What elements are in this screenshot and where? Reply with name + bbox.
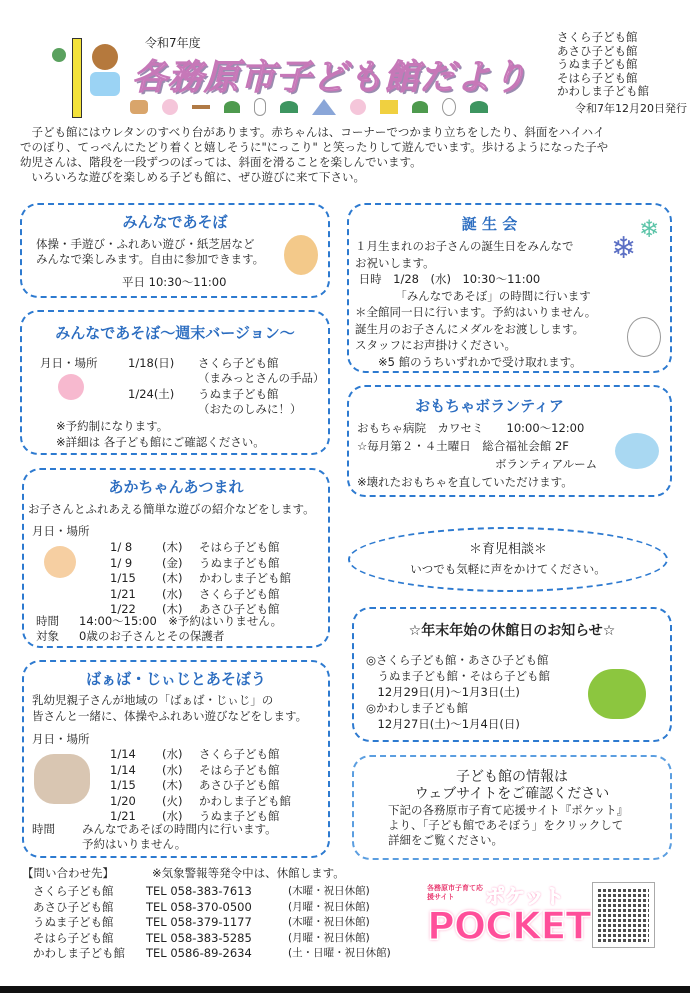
- qr-code[interactable]: [592, 882, 655, 948]
- pocket-sub-label: 各務原市子育て応援サイト: [427, 884, 483, 901]
- header-year: 令和7年度: [145, 36, 201, 50]
- event-date: 1/ 8: [110, 540, 133, 554]
- elephant-nurse-illustration: [615, 433, 659, 469]
- event-date: 1/22: [110, 602, 136, 616]
- event-day: (火): [162, 793, 183, 808]
- event-date: 1/15: [110, 571, 136, 585]
- bear-child-illustration: [284, 235, 318, 275]
- section-text: ＊全館同一日に行います。予約はいりません。: [355, 305, 597, 319]
- center-name: さくら子ども館: [557, 30, 638, 44]
- schedule-time: 平日 10:30～11:00: [122, 275, 227, 289]
- snowflake-icon: ❄: [611, 231, 637, 266]
- event-day: (木): [162, 540, 183, 554]
- time-value: 14:00～15:00 ※予約はいりません。: [79, 614, 283, 628]
- event-place: さくら子ども館: [198, 356, 279, 370]
- contact-closed-days: (月曜・祝日休館): [288, 900, 370, 913]
- newsletter-title: 各務原市子ども館だより: [132, 58, 529, 98]
- event-date: 1/18(日): [128, 356, 175, 370]
- event-place: あさひ子ども館: [199, 602, 280, 616]
- event-day: (木): [162, 602, 183, 616]
- rabbit-mouse-illustration: [58, 374, 84, 400]
- contact-center-name: あさひ子ども館: [33, 899, 114, 914]
- section-text: ※5 館のうちいずれかで受け取れます。: [355, 354, 582, 369]
- event-date: 1/20: [110, 793, 136, 808]
- snowman-cake-illustration: [627, 317, 661, 357]
- baby-illustration: [44, 546, 76, 578]
- intro-line: 幼児さんは、階段を一段ずつのぼっては、斜面を滑ることを楽しんでいます。: [20, 155, 422, 169]
- intro-line: 子ども館にはウレタンのすべり台があります。赤ちゃんは、コーナーでつかまり立ちをしたり、斜面をハイハイ: [20, 125, 605, 139]
- center-name: うぬま子ども館: [557, 57, 638, 71]
- event-note: （まみっとさんの手品）: [198, 371, 325, 385]
- event-place: さくら子ども館: [199, 586, 280, 601]
- event-day: (木): [162, 778, 183, 792]
- section-title: ばぁば・じぃじとあそぼう: [86, 670, 266, 688]
- website-info-section: [352, 755, 672, 860]
- snowflake-icon: ❄: [639, 215, 660, 243]
- issue-date: 令和7年12月20日発行: [575, 102, 687, 115]
- header-illustration: [50, 38, 130, 123]
- section-text: スタッフにお声掛けください。: [355, 338, 516, 352]
- header-decorations: [130, 96, 525, 118]
- section-text: 乳幼児親子さんが地域の「ばぁば・じぃじ」の: [32, 693, 274, 707]
- weather-note: ※気象警報等発令中は、休館します。: [152, 866, 345, 880]
- event-date: 1/14: [110, 747, 136, 761]
- baaba-jiiji-section: [22, 660, 330, 858]
- label-time: 時間: [32, 822, 55, 836]
- section-text: 体操・手遊び・ふれあい遊び・紙芝居など: [36, 237, 255, 251]
- pocket-logo[interactable]: [425, 880, 591, 950]
- event-date: 1/ 9: [110, 555, 133, 570]
- target-value: 0歳のお子さんとその保護者: [79, 629, 225, 643]
- grandparents-illustration: [34, 754, 90, 804]
- pocket-kana: ポケット: [485, 884, 564, 908]
- section-text: 詳細をご覧ください。: [388, 833, 503, 847]
- section-text: お子さんとふれあえる簡単な遊びの紹介などをします。: [28, 502, 315, 516]
- section-text: 12月27日(土)～1月4日(日): [366, 717, 520, 731]
- section-text: ※壊れたおもちゃを直していただけます。: [357, 475, 573, 489]
- intro-line: でのぼり、てっぺんにたどり着くと嬉しそうに"にっこり" と笑ったりして遊んでいます。歩けるようになった子や: [20, 140, 609, 154]
- center-name: かわしま子ども館: [557, 84, 649, 98]
- pocket-wordmark: POCKET: [427, 904, 591, 948]
- section-text: おもちゃ病院 カワセミ 10:00～12:00: [357, 421, 585, 435]
- section-text: お祝いします。: [355, 255, 435, 270]
- event-day: (水): [162, 809, 183, 823]
- event-place: かわしま子ども館: [199, 793, 291, 808]
- time-value: 予約はいりません。: [82, 837, 187, 851]
- event-date: 1/15: [110, 778, 136, 792]
- contact-closed-days: (木曜・祝日休館): [288, 916, 370, 928]
- label-date-place: 月日・場所: [32, 732, 90, 746]
- section-text: 下記の各務原市子育て応援サイト『ポケット』: [388, 803, 629, 817]
- event-date: 1/21: [110, 809, 136, 823]
- event-note: （おたのしみに！）: [198, 402, 302, 416]
- contact-center-name: さくら子ども館: [33, 884, 114, 898]
- section-title: 誕 生 会: [461, 215, 518, 233]
- bottom-bar: [0, 986, 690, 993]
- section-text: いつでも気軽に声をかけてください。: [410, 562, 606, 576]
- section-title: あかちゃんあつまれ: [108, 478, 244, 496]
- section-title: ☆年末年始の休館日のお知らせ☆: [408, 623, 616, 639]
- event-place: あさひ子ども館: [199, 778, 280, 792]
- section-text: みんなで楽しみます。自由に参加できます。: [36, 252, 265, 266]
- center-name: そはら子ども館: [557, 70, 638, 85]
- event-place: うぬま子ども館: [199, 555, 280, 570]
- kadomatsu-baby-illustration: [588, 669, 646, 719]
- section-text: より、「子ども館であそぼう」をクリックして: [388, 818, 624, 832]
- event-place: そはら子ども館: [199, 540, 280, 554]
- event-day: (水): [162, 747, 183, 761]
- section-text: 誕生月のお子さんにメダルをお渡しします。: [355, 321, 585, 336]
- section-text: ◎さくら子ども館・あさひ子ども館: [366, 653, 549, 667]
- contact-closed-days: (木曜・祝日休館): [288, 885, 370, 897]
- contact-phone: TEL 058-383-7613: [146, 884, 252, 898]
- contact-phone: TEL 058-370-0500: [146, 899, 252, 914]
- contact-phone: TEL 058-379-1177: [146, 915, 252, 929]
- note: ※予約制になります。: [56, 419, 169, 433]
- childcare-consult-section: [348, 527, 668, 592]
- contact-phone: TEL 0586-89-2634: [146, 946, 252, 960]
- note: ※詳細は 各子ども館にご確認ください。: [56, 435, 265, 449]
- contact-center-name: かわしま子ども館: [33, 946, 125, 960]
- event-place: うぬま子ども館: [198, 387, 279, 401]
- contact-center-name: うぬま子ども館: [33, 915, 114, 929]
- contact-closed-days: (月曜・祝日休館): [288, 931, 370, 944]
- label-date-place: 月日・場所: [32, 524, 90, 538]
- section-text: うぬま子ども館・そはら子ども館: [366, 669, 550, 683]
- section-text: 「みんなであそぼ」の時間に行います: [355, 288, 591, 303]
- section-text: １月生まれのお子さんの誕生日をみんなで: [355, 239, 574, 253]
- section-text: ◎かわしま子ども館: [366, 701, 469, 715]
- toy-volunteer-section: [347, 385, 672, 497]
- time-value: みんなであそぼの時間内に行います。: [82, 822, 277, 836]
- section-title: 子ども館の情報は: [456, 769, 568, 785]
- section-title: みんなであそぼ～週末バージョン～: [55, 324, 295, 342]
- section-text: 12月29日(月)～1月3日(土): [366, 685, 520, 699]
- section-title: みんなであそぼ: [122, 213, 228, 231]
- event-day: (水): [162, 762, 183, 777]
- event-day: (金): [162, 555, 183, 570]
- label-date-place: 月日・場所: [40, 356, 98, 370]
- event-date: 1/24(土): [128, 387, 175, 401]
- intro-line: いろいろな遊びを楽しめる子ども館に、ぜひ遊びに来て下さい。: [20, 170, 365, 184]
- event-day: (水): [162, 586, 183, 601]
- center-list: [557, 31, 649, 99]
- event-date: 1/21: [110, 586, 136, 601]
- label-time: 時間: [36, 614, 59, 628]
- section-title: おもちゃボランティア: [415, 397, 564, 415]
- section-text: 日時 1/28 (水) 10:30～11:00: [355, 272, 541, 286]
- section-title: ウェブサイトをご確認ください: [414, 786, 610, 802]
- contact-center-name: そはら子ども館: [33, 930, 114, 945]
- event-date: 1/14: [110, 762, 136, 777]
- center-name: あさひ子ども館: [557, 43, 638, 58]
- section-text: 皆さんと一緒に、体操やふれあい遊びなどをします。: [32, 709, 308, 723]
- birthday-section: [347, 203, 672, 373]
- akachan-section: [22, 468, 330, 648]
- section-text: ☆毎月第２・４土曜日 総合福祉会館 2F: [357, 439, 569, 453]
- section-text: ボランティアルーム: [357, 457, 598, 471]
- event-place: さくら子ども館: [199, 747, 280, 761]
- minna-asobo-section: [20, 203, 330, 298]
- contact-label: 【問い合わせ先】: [22, 866, 114, 880]
- section-title: ＊育児相談＊: [468, 542, 547, 557]
- intro-text: [20, 125, 608, 185]
- weekend-section: [20, 310, 330, 455]
- holiday-closure-section: [352, 607, 672, 742]
- event-place: そはら子ども館: [199, 762, 280, 777]
- label-target: 対象: [36, 629, 59, 643]
- contact-closed-days: (土・日曜・祝日休館): [288, 947, 391, 959]
- event-day: (木): [162, 571, 183, 585]
- event-place: うぬま子ども館: [199, 809, 280, 823]
- contact-phone: TEL 058-383-5285: [146, 930, 252, 945]
- event-place: かわしま子ども館: [199, 571, 291, 585]
